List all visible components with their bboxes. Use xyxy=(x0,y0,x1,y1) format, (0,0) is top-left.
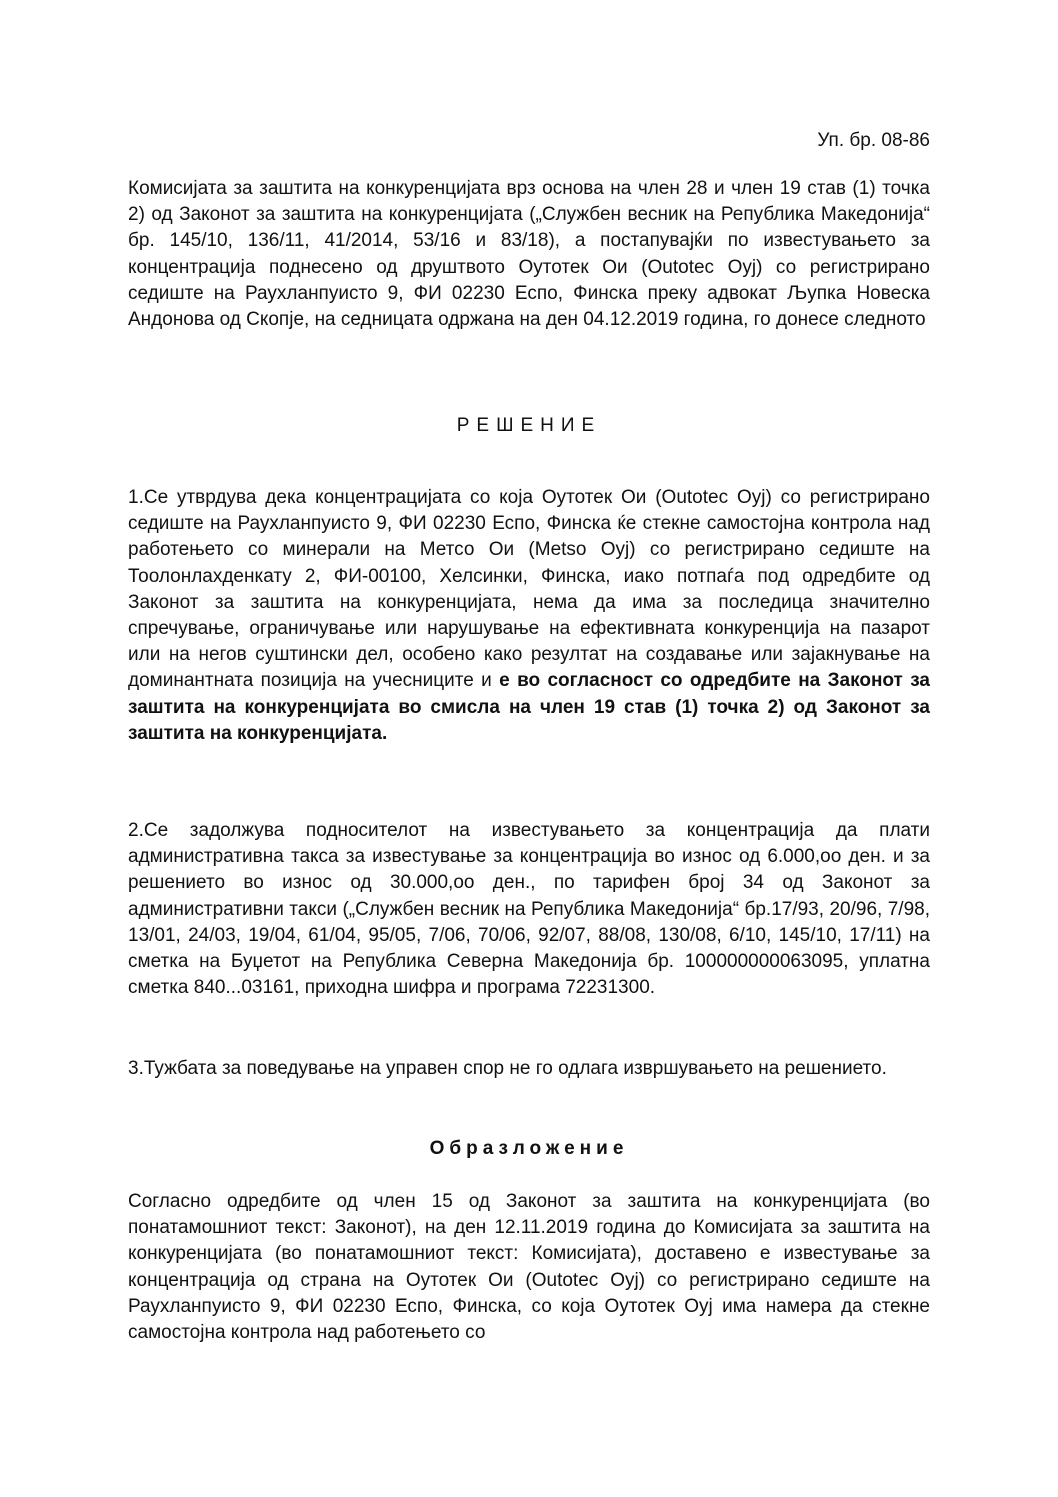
decision-item-1-bold-text: е во согласност со одредбите на Законот за заштита на конкуренцијата во смисла на член 19 став (1) точка 2) од Законот за заштита на конкуренцијата. xyxy=(128,670,930,744)
explanation-heading: Образложение xyxy=(429,1138,629,1159)
decision-item-1 xyxy=(128,485,930,747)
intro-paragraph: Комисијата за заштита на конкуренцијата врз основа на член 28 и член 19 став (1) точка 2) од Законот за заштита на конкуренцијата („Службен весник на Република Македонија“ бр. 145/10, 136/11, 41/2014, 53/16 и 83/18), а постапувајќи по известувањето за концентрација поднесено од друштвото Оутотек Ои (Outotec Oyj) со регистрирано седиште на Раухланпуисто 9, ФИ 02230 Еспо, Финска преку адвокат Љупка Новеска Андонова од Скопје, на седницата одржана на ден 04.12.2019 година, го донесе следното xyxy=(128,178,930,331)
decision-heading: РЕШЕНИЕ xyxy=(456,415,602,436)
explanation-paragraph: Согласно одредбите од член 15 од Законот за заштита на конкуренцијата (во понатамошниот текст: Законот), на ден 12.11.2019 година до Комисијата за заштита на конкуренцијата (во понатамошниот текст: Комисијата), доставено е известување за концентрација од страна на Оутотек Ои (Outotec Oyj) со регистрирано седиште на Раухланпуисто 9, ФИ 02230 Еспо, Финска, со која Оутотек Оуј има намера да стекне самостојна контрола над работењето со xyxy=(128,1191,930,1344)
case-reference-number: Уп. бр. 08-86 xyxy=(817,130,930,151)
decision-item-1-text: 1.Се утврдува дека концентрацијата со која Оутотек Ои (Outotec Oyj) со регистрирано седиште на Раухланпуисто 9, ФИ 02230 Еспо, Финска ќе стекне самостојна контрола над работењето со минерали на Метсо Ои (Metso Oyj) со регистрирано седиште на Тоолонлахденкату 2, ФИ-00100, Хелсинки, Финска, иако потпаѓа под одредбите од Законот за заштита на конкуренцијата, нема да има за последица значително спречување, ограничување или нарушување на ефективната конкуренција на пазарот или на негов суштински дел, особено како резултат на создавање или зајакнување на доминантната позиција на учесниците и xyxy=(128,487,930,692)
decision-item-3: 3.Тужбата за поведување на управен спор не го одлага извршувањето на решението. xyxy=(128,1058,887,1079)
decision-item-2: 2.Се задолжува подносителот на известувањето за концентрација да плати административна такса за известување за концентрација во износ од 6.000,оо ден. и за решението во износ од 30.000,оо ден., по тарифен број 34 од Законот за административни такси („Службен весник на Република Македонија“ бр.17/93, 20/96, 7/98, 13/01, 24/03, 19/04, 61/04, 95/05, 7/06, 70/06, 92/07, 88/08, 130/08, 6/10, 145/10, 17/11) на сметка на Буџетот на Република Северна Македонија бр. 100000000063095, уплатна сметка 840...03161, приходна шифра и програма 72231300. xyxy=(128,820,930,999)
